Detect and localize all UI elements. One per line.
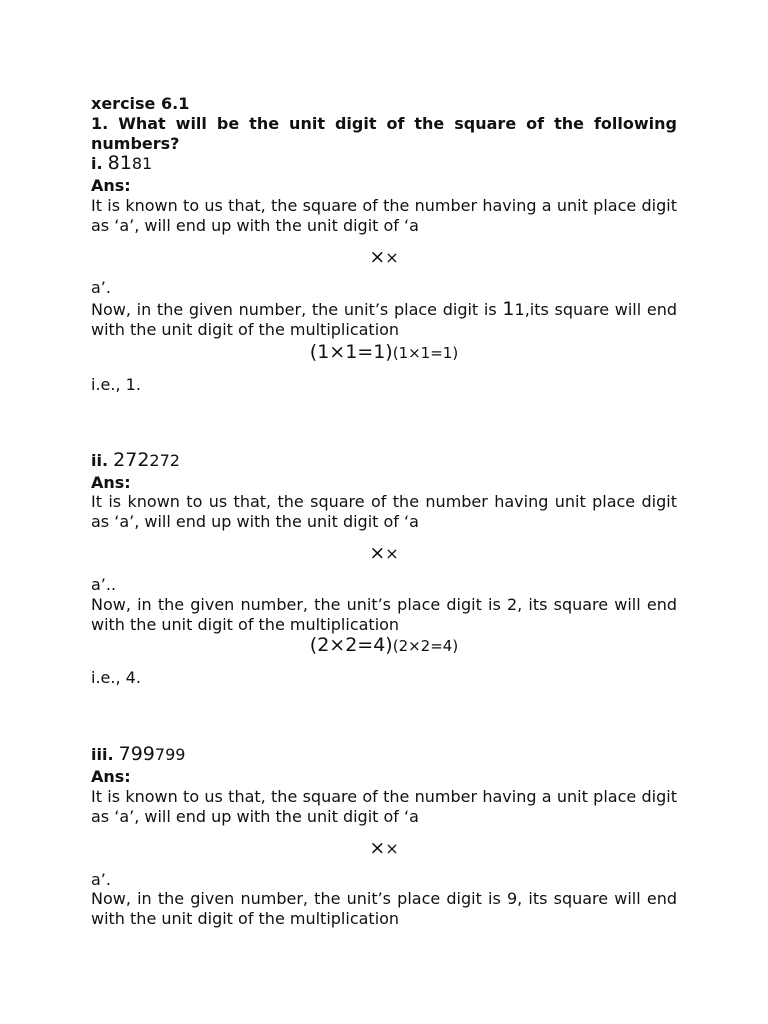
number-plain: 81	[131, 154, 153, 173]
digit-plain: 1	[514, 300, 525, 319]
product-formula	[91, 636, 677, 657]
result-text: i.e., 1.	[91, 375, 141, 394]
times-plain: ×	[385, 248, 399, 267]
now-paragraph: Now, in the given number, the unit’s place digit is 2, its square will end with the unit digit of the multiplication	[91, 595, 677, 634]
times-math: ×	[369, 837, 386, 859]
times-formula	[91, 544, 677, 564]
number-math: 81	[107, 152, 132, 174]
exercise-title: xercise 6.1	[91, 94, 190, 113]
part-label: ii.	[91, 451, 109, 470]
part-label-row	[91, 745, 677, 765]
product-plain: (1×1=1)	[392, 344, 459, 362]
times-formula	[91, 248, 677, 268]
intro-paragraph: It is known to us that, the square of the number having a unit place digit as ‘a’, will end up with the unit digit of ‘a	[91, 196, 677, 235]
ans-label: Ans:	[91, 473, 131, 492]
part-label: iii.	[91, 745, 114, 764]
times-math: ×	[369, 246, 386, 268]
ans-label: Ans:	[91, 767, 131, 786]
number-plain: 799	[154, 745, 186, 764]
product-math: (1×1=1)	[309, 341, 393, 363]
a-close: a’.	[91, 278, 111, 297]
now-paragraph	[91, 300, 677, 339]
a-close: a’.	[91, 870, 111, 889]
part-label-row	[91, 154, 677, 174]
product-math: (2×2=4)	[309, 634, 393, 656]
part-label: i.	[91, 154, 103, 173]
now-paragraph: Now, in the given number, the unit’s place digit is 9, its square will end with the unit digit of the multiplication	[91, 889, 677, 928]
question-text: 1. What will be the unit digit of the square of the following numbers?	[91, 114, 677, 153]
a-close: a’..	[91, 575, 117, 594]
intro-paragraph: It is known to us that, the square of the number having unit place digit as ‘a’, will end up with the unit digit of ‘a	[91, 492, 677, 531]
now-pre: Now, in the given number, the unit’s place digit is	[91, 300, 497, 319]
product-formula	[91, 343, 677, 364]
times-formula	[91, 839, 677, 859]
number-plain: 272	[149, 451, 180, 470]
ans-label: Ans:	[91, 176, 131, 195]
times-plain: ×	[385, 544, 399, 563]
product-plain: (2×2=4)	[392, 637, 459, 655]
intro-paragraph: It is known to us that, the square of the number having a unit place digit as ‘a’, will end up with the unit digit of ‘a	[91, 787, 677, 826]
number-math: 799	[118, 743, 155, 765]
now-post: ,its square will end with the unit digit of the multiplication	[91, 300, 678, 339]
part-label-row	[91, 451, 677, 471]
result-text: i.e., 4.	[91, 668, 141, 687]
times-plain: ×	[385, 839, 399, 858]
digit-math: 1	[502, 298, 515, 320]
times-math: ×	[369, 542, 386, 564]
number-math: 272	[113, 449, 150, 471]
